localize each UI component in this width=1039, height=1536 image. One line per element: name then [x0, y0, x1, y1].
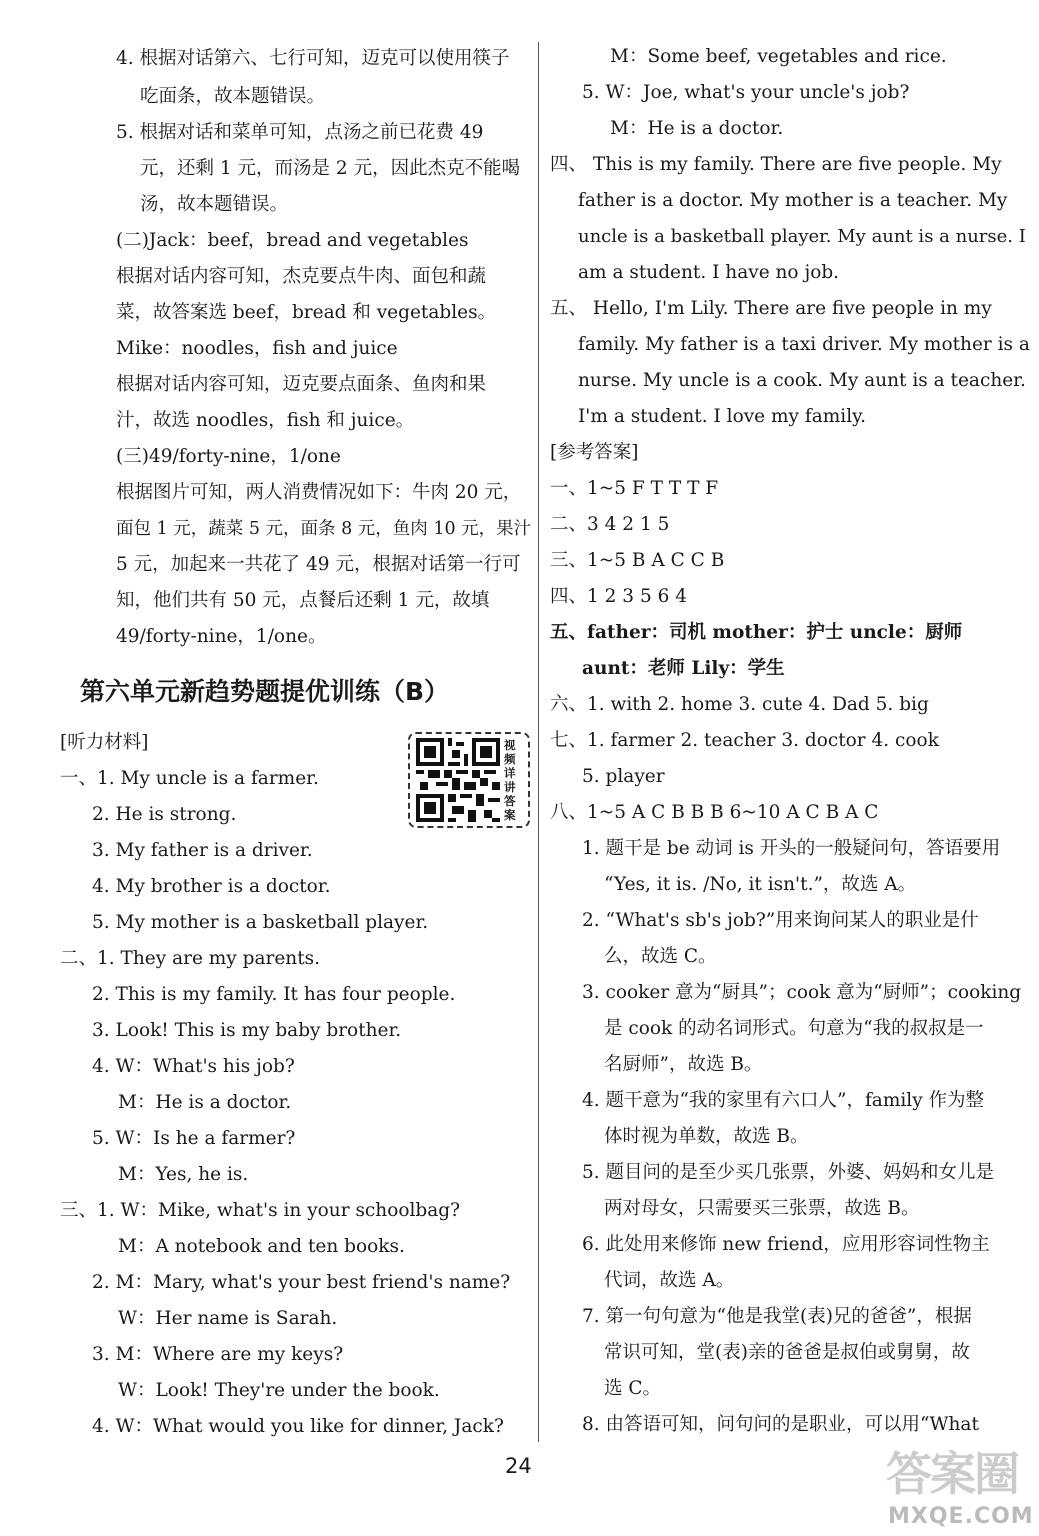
text-line: uncle is a basketball player. My aunt is a nurse. I [578, 226, 1026, 247]
text-line: M：Some beef, vegetables and rice. [610, 46, 947, 67]
text-line: 2. He is strong. [92, 804, 237, 825]
text-line: 么，故选 C。 [604, 946, 717, 967]
text-line: “Yes, it is. /No, it isn't.”，故选 A。 [604, 874, 917, 895]
text-line: 一、1. My uncle is a farmer. [60, 768, 319, 789]
text-line: 5. 题目问的是至少买几张票，外婆、妈妈和女儿是 [582, 1162, 995, 1183]
text-line: W：Look! They're under the book. [118, 1380, 440, 1401]
text-line: (三)49/forty-nine，1/one [116, 446, 341, 467]
qr-code-icon [416, 738, 500, 822]
text-line: 3. Look! This is my baby brother. [92, 1020, 402, 1041]
text-line: 名厨师”，故选 B。 [604, 1054, 763, 1075]
text-line: 2. This is my family. It has four people. [92, 984, 456, 1005]
text-line: 2. M：Mary, what's your best friend's name? [92, 1272, 511, 1293]
text-line: 汤，故本题错误。 [140, 194, 289, 215]
text-line: 1. 题干是 be 动词 is 开头的一般疑问句，答语要用 [582, 838, 1001, 859]
answer-header: [参考答案] [550, 442, 639, 463]
text-line: 5. 根据对话和菜单可知，点汤之前已花费 49 [116, 122, 484, 143]
text-line: 5. player [582, 766, 665, 787]
watermark-small: MXQE.COM [888, 1504, 1034, 1529]
text-line: 4. W：What's his job? [92, 1056, 295, 1077]
text-line: M：Yes, he is. [118, 1164, 249, 1185]
text-line: aunt：老师 Lily：学生 [582, 658, 785, 679]
text-line: M：He is a doctor. [118, 1092, 292, 1113]
text-line: 3. cooker 意为“厨具”；cook 意为“厨师”；cooking [582, 982, 1022, 1003]
text-line: 5 元，加起来一共花了 49 元，根据对话第一行可 [116, 554, 521, 575]
text-line: 汁，故选 noodles，fish 和 juice。 [116, 410, 415, 431]
section-title: 第六单元新趋势题提优训练（B） [80, 677, 450, 706]
text-line: 三、1~5 B A C C B [550, 550, 725, 571]
text-line: father is a doctor. My mother is a teacher. My [578, 190, 1008, 211]
text-line: 5. W：Is he a farmer? [92, 1128, 296, 1149]
text-line: 6. 此处用来修饰 new friend，应用形容词性物主 [582, 1234, 990, 1255]
text-line: M：A notebook and ten books. [118, 1236, 405, 1257]
qr-box[interactable] [408, 732, 530, 828]
text-line: am a student. I have no job. [578, 262, 840, 283]
text-line: (二)Jack：beef，bread and vegetables [116, 230, 469, 251]
text-line: nurse. My uncle is a cook. My aunt is a teacher. [578, 370, 1026, 391]
text-line: 根据对话内容可知，杰克要点牛肉、面包和蔬 [116, 266, 487, 287]
text-line: I'm a student. I love my family. [578, 406, 866, 427]
text-line: 一、1~5 F T T T F [550, 478, 719, 499]
text-line: 5. W：Joe, what's your uncle's job? [582, 82, 910, 103]
text-line: 五、 Hello, I'm Lily. There are five people in my [550, 298, 992, 319]
text-line: 3. My father is a driver. [92, 840, 313, 861]
text-line: family. My father is a taxi driver. My mother is a [578, 334, 1030, 355]
text-line: 代词，故选 A。 [604, 1270, 735, 1291]
text-line: 3. M：Where are my keys? [92, 1344, 344, 1365]
text-line: 二、1. They are my parents. [60, 948, 321, 969]
text-line: 两对母女，只需要买三张票，故选 B。 [604, 1198, 920, 1219]
text-line: Mike：noodles，fish and juice [116, 338, 398, 359]
text-line: 4. My brother is a doctor. [92, 876, 331, 897]
text-line: 五、father：司机 mother：护士 uncle：厨师 [550, 622, 963, 643]
text-line: 体时视为单数，故选 B。 [604, 1126, 809, 1147]
text-line: 4. W：What would you like for dinner, Jack? [92, 1416, 504, 1437]
text-line: 根据对话内容可知，迈克要点面条、鱼肉和果 [116, 374, 487, 395]
text-line: 7. 第一句句意为“他是我堂(表)兄的爸爸”，根据 [582, 1306, 972, 1327]
text-line: 知，他们共有 50 元，点餐后还剩 1 元，故填 [116, 590, 490, 611]
text-line: 5. My mother is a basketball player. [92, 912, 429, 933]
text-line: 三、1. W：Mike, what's in your schoolbag? [60, 1200, 461, 1221]
text-line: 面包 1 元，蔬菜 5 元，面条 8 元，鱼肉 10 元，果汁 [116, 519, 532, 539]
text-line: 二、3 4 2 1 5 [550, 514, 670, 535]
watermark-logo [878, 1438, 1034, 1533]
text-line: 六、1. with 2. home 3. cute 4. Dad 5. big [550, 694, 929, 715]
text-line: 2. “What's sb's job?”用来询问某人的职业是什 [582, 910, 979, 931]
text-line: M：He is a doctor. [610, 118, 784, 139]
page-number: 24 [505, 1454, 532, 1478]
listening-header: [听力材料] [60, 732, 149, 753]
text-line: 49/forty-nine，1/one。 [116, 626, 327, 647]
text-line: 四、1 2 3 5 6 4 [550, 586, 688, 607]
text-line: 4. 根据对话第六、七行可知，迈克可以使用筷子 [116, 48, 510, 69]
text-line: 根据图片可知，两人消费情况如下：牛肉 20 元， [116, 482, 522, 503]
text-line: 8. 由答语可知，问句问的是职业，可以用“What [582, 1414, 979, 1435]
text-line: 是 cook 的动名词形式。句意为“我的叔叔是一 [604, 1018, 984, 1039]
text-line: 元，还剩 1 元，而汤是 2 元，因此杰克不能喝 [140, 158, 521, 179]
text-line: 4. 题干意为“我的家里有六口人”，family 作为整 [582, 1090, 985, 1111]
text-line: 常识可知，堂(表)亲的爸爸是叔伯或舅舅，故 [604, 1342, 970, 1363]
qr-label: 视频详讲答案 [504, 738, 516, 822]
text-line: 吃面条，故本题错误。 [140, 86, 326, 107]
text-line: 七、1. farmer 2. teacher 3. doctor 4. cook [550, 730, 939, 751]
text-line: 八、1~5 A C B B B 6~10 A C B A C [550, 802, 879, 823]
text-line: 四、 This is my family. There are five people. My [550, 154, 1002, 175]
text-line: 选 C。 [604, 1378, 662, 1399]
watermark-big: 答案圈 [886, 1447, 1018, 1501]
text-line: 菜，故答案选 beef，bread 和 vegetables。 [116, 302, 497, 323]
column-divider [538, 42, 539, 1442]
text-line: W：Her name is Sarah. [118, 1308, 338, 1329]
